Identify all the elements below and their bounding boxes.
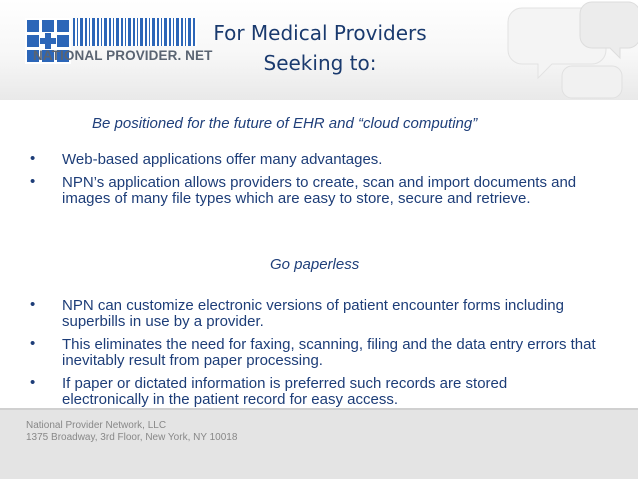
logo-wordmark: NATIONAL PROVIDER. NET	[33, 48, 213, 63]
title-line-1: For Medical Providers	[213, 21, 427, 45]
list-item: • NPN’s application allows providers to create, scan and import documents and images of many file types which are easy to store, secure and retrieve.	[30, 173, 577, 207]
bullet-list-ehr	[0, 152, 638, 214]
list-item: • NPN can customize electronic versions of patient encounter forms including superbills in use by a provider.	[30, 296, 564, 330]
bullet-icon: •	[30, 374, 36, 391]
footer-company: National Provider Network, LLC	[26, 420, 167, 431]
bullet-icon: •	[30, 150, 36, 167]
bullet-icon: •	[30, 296, 36, 313]
footer-band	[0, 408, 638, 479]
list-item: • Web-based applications offer many advantages.	[30, 150, 383, 168]
subheading-paperless: Go paperless	[270, 256, 360, 273]
footer-address	[26, 420, 237, 444]
bullet-icon: •	[30, 173, 36, 190]
slide-title	[170, 18, 470, 78]
title-line-2: Seeking to:	[263, 51, 377, 75]
bullet-list-paperless	[0, 298, 638, 415]
header-band	[0, 0, 638, 100]
list-item: • This eliminates the need for faxing, scanning, filing and the data entry errors that inevitably result from paper processing.	[30, 335, 596, 369]
list-item: • If paper or dictated information is preferred such records are stored electronically in the patient record for easy access.	[30, 374, 508, 408]
speech-bubbles-graphic	[452, 0, 638, 100]
footer-divider	[0, 408, 638, 410]
bullet-icon: •	[30, 335, 36, 352]
subheading-ehr: Be positioned for the future of EHR and “cloud computing”	[92, 115, 478, 132]
footer-street: 1375 Broadway, 3rd Floor, New York, NY 10018	[26, 432, 238, 443]
